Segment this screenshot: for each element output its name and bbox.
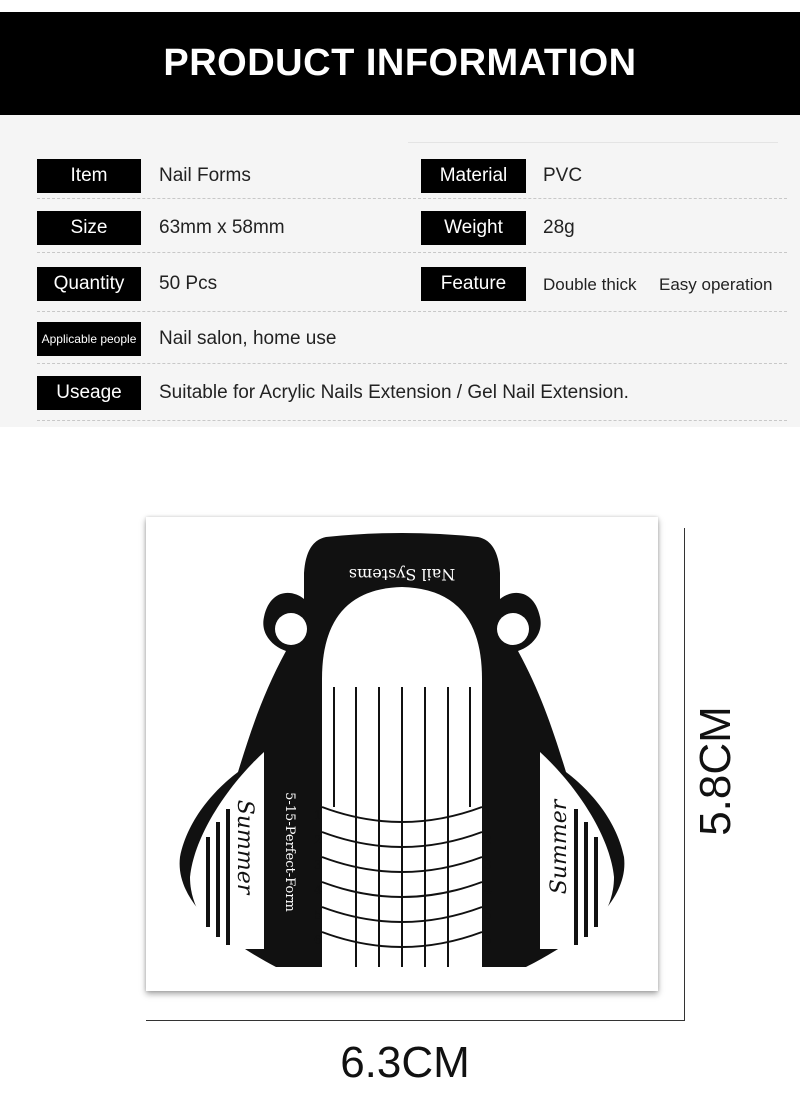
scale-number-right: 5 bbox=[484, 908, 492, 922]
label-useage: Useage bbox=[37, 376, 141, 410]
label-weight: Weight bbox=[421, 211, 526, 245]
value-material: PVC bbox=[543, 165, 583, 186]
label-item: Item bbox=[37, 159, 141, 193]
value-quantity: 50 Pcs bbox=[159, 273, 218, 294]
row-divider bbox=[37, 198, 787, 199]
page-title: PRODUCT INFORMATION bbox=[163, 42, 637, 84]
row-divider bbox=[37, 252, 787, 253]
nail-form-illustration bbox=[146, 517, 658, 991]
value-feature-1: Double thick bbox=[543, 275, 637, 294]
header-banner bbox=[0, 12, 800, 115]
brand-text: Nail Systems bbox=[348, 565, 456, 584]
scale-number-right: 2 bbox=[484, 833, 492, 847]
spec-table bbox=[0, 115, 800, 427]
value-feature-2: Easy operation bbox=[659, 275, 773, 294]
height-dimension-label: 5.8CM bbox=[691, 706, 740, 836]
width-dimension-line bbox=[146, 1020, 684, 1021]
scale-number-left: 2 bbox=[314, 833, 322, 847]
scale-number-left: 4 bbox=[314, 883, 322, 897]
height-dimension-line bbox=[684, 528, 685, 1021]
scale-number-right: 1 bbox=[484, 808, 492, 822]
label-material: Material bbox=[421, 159, 526, 193]
side-text-left: Summer bbox=[232, 799, 257, 895]
value-applicable-people: Nail salon, home use bbox=[159, 328, 337, 349]
value-size: 63mm x 58mm bbox=[159, 217, 285, 238]
label-applicable-people: Applicable people bbox=[37, 322, 141, 356]
scale-number-left: 3 bbox=[314, 858, 322, 872]
value-useage: Suitable for Acrylic Nails Extension / Gel Nail Extension. bbox=[159, 382, 629, 403]
scale-number-left: 1 bbox=[314, 808, 322, 822]
center-text: 5-15-Perfect-Form bbox=[282, 792, 297, 912]
label-feature: Feature bbox=[421, 267, 526, 301]
scale-number-left: 6 bbox=[314, 933, 322, 947]
width-dimension-label: 6.3CM bbox=[340, 1038, 470, 1087]
scale-number-right: 6 bbox=[484, 933, 492, 947]
row-divider bbox=[37, 363, 787, 364]
product-image bbox=[146, 517, 658, 991]
scale-number-right: 4 bbox=[484, 883, 492, 897]
scale-number-left: 5 bbox=[314, 908, 322, 922]
side-text-right: Summer bbox=[547, 799, 572, 895]
value-item: Nail Forms bbox=[159, 165, 251, 186]
row-divider bbox=[37, 420, 787, 421]
label-quantity: Quantity bbox=[37, 267, 141, 301]
value-weight: 28g bbox=[543, 217, 575, 238]
scale-number-right: 3 bbox=[484, 858, 492, 872]
row-divider bbox=[408, 142, 778, 143]
label-size: Size bbox=[37, 211, 141, 245]
row-divider bbox=[37, 311, 787, 312]
